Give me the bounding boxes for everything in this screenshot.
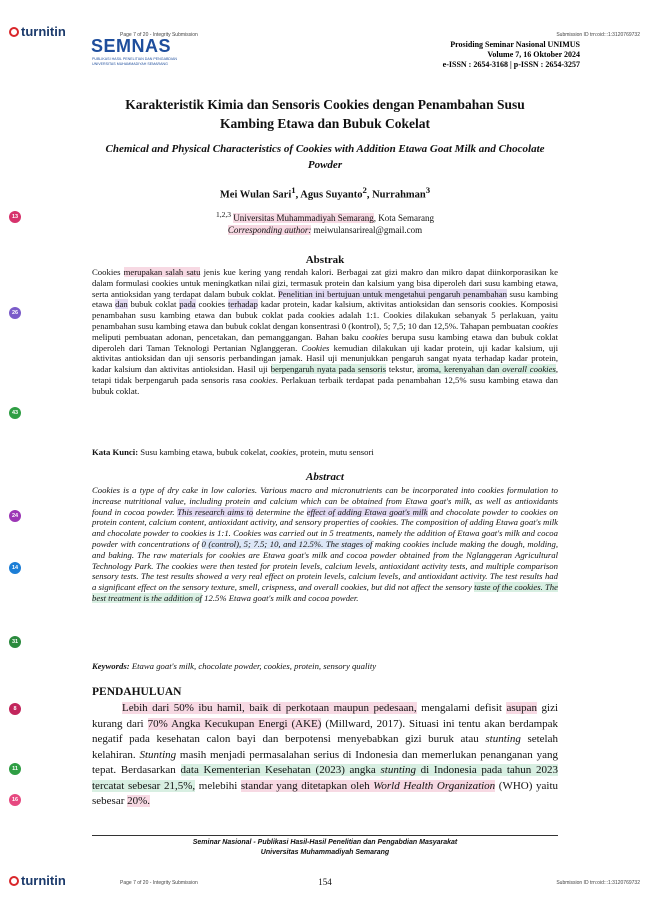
match-marker-14[interactable]: 14 <box>9 562 21 574</box>
email-link[interactable]: meiwulansarireal@gmail.com <box>313 225 423 235</box>
footer-rule <box>92 835 558 836</box>
page-number: 154 <box>318 877 332 887</box>
page-info: Page 7 of 20 - Integrity Submission <box>120 32 198 38</box>
affiliation: $^{1,2,3}$ Universitas Muhammadiyah Semarang, Kota Semarang Corresponding author: meiwulansarireal@gmail.com <box>216 210 434 235</box>
match-marker-8[interactable]: 8 <box>9 703 21 715</box>
turnitin-logo-footer: turnitin <box>9 873 66 888</box>
abstrak-paragraph: Cookies merupakan salah satu jenis kue kering yang rendah kalori. Berbagai zat gizi makro dan mikro dapat diinkorporasikan ke dalam formulasi cookies untuk meningkatkan nilai gizi, termasuk protein dan kalsium yang bisa diperoleh dari susu kambing etawa, serta antioksidan yang terdapat dalam bubuk coklat. Penelitian ini bertujuan untuk mengetahui pengaruh penambahan susu kambing etawa dan bubuk coklat pada cookies terhadap kadar protein, kadar kalsium, aktivitas antioksidan dan sensoris cookies. Komposisi penambahan susu kambing etawa dan bubuk coklat pada cookies adalah 1:1. Cookies dilakukan sebanyak 5 perlakuan, yaitu penambahan susu kambing etawa dan bubuk coklat dengan konsentrasi 0 (kontrol), 5; 7,5; 10 dan 12,5%. Tahapan pembuatan cookies meliputi pembuatan adonan, pencetakan, dan pemanggangan. Bahan baku cookies berupa susu kambing etawa dan bubuk coklat diperoleh dari Taman Teknologi Pertanian Nglanggeran. Cookies kemudian dilakukan uji kadar protein, uji kadar kalsium, uji aktivitas antioksidan dan uji sensoris perbandingan jamak. Hasil uji menunjukkan pengaruh sangat nyata terhadap kadar protein, kadar kalsium dan aktivitas antioksidan. Hasil uji berpengaruh nyata pada sensoris tekstur, aroma, kerenyahan dan overall cookies, tetapi tidak berpengaruh pada sensoris rasa cookies. Perlakuan terbaik terdapat pada penambahan 12,5% susu kambing etawa dan bubuk coklat. <box>92 267 559 396</box>
authors: Mei Wulan Sari$^1$, Agus Suyanto$^2$, Nurrahman$^3$ <box>219 185 431 201</box>
footer-text: Seminar Nasional - Publikasi Hasil-Hasil Penelitian dan Pengabdian Masyarakat Universitas Muhammadiyah Semarang <box>192 839 458 856</box>
paper-title: Karakteristik Kimia dan Sensoris Cookies dengan Penambahan Susu Kambing Etawa dan Bubuk Cokelat <box>125 97 525 131</box>
submission-id: Submission ID trn:oid:::1:3120769732 <box>556 32 640 38</box>
proceeding-title: Prosiding Seminar Nasional UNIMUS <box>450 40 580 49</box>
turnitin-mark-icon <box>9 27 19 37</box>
pendahuluan-paragraph: Lebih dari 50% ibu hamil, baik di perkotaan maupun pedesaan, mengalami defisit asupan gizi kurang dari 70% Angka Kecukupan Energi (AKE) (Millward, 2017). Situasi ini tentu akan berdampak negatif pada kesehatan calon bayi dan berpotensi menyebabkan gizi buruk atau stunting setelah kelahiran. Stunting masih menjadi permasalahan serius di Indonesia dan memerlukan penanganan yang tepat. Berdasarkan data Kementerian Kesehatan (2023) angka stunting di Indonesia pada tahun 2023 tercatat sebesar 21,5%, melebihi standar yang ditetapkan oleh World Health Organization (WHO) yaitu sebesar 20%. <box>92 702 559 807</box>
kata-kunci: Kata Kunci: Susu kambing etawa, bubuk cokelat, cookies, protein, mutu sensori <box>92 447 374 457</box>
semnas-logo-sub: PUBLIKASI HASIL PENELITIAN DAN PENGABDIAN UNIVERSITAS MUHAMMADIYAH SEMARANG <box>92 57 177 66</box>
abstrak-heading: Abstrak <box>305 254 345 266</box>
proceeding-issn: e-ISSN : 2654-3168 | p-ISSN : 2654-3257 <box>442 60 580 69</box>
match-marker-13[interactable]: 13 <box>9 211 21 223</box>
abstract-paragraph: Cookies is a type of dry cake in low calories. Various macro and micronutrients can be incorporated into cookies formulation to increase nutritional value, including protein and calcium which can be obtained from Etawa goat's milk, as well as antioxidants found in cocoa powder. This research aims to determine the effect of adding Etawa goat's milk and chocolate powder to cookies on protein content, calcium content, antioxidant activity, and sensory properties of cookies. The composition of adding Etawa goat's milk and chocolate powder to cookies is 1:1. Cookies was carried out in 5 treatments, namely the addition of Etawa goat's milk and cocoa powder with concentrations of 0 (control), 5; 7.5; 10, and 12.5%. The stages of making cookies include making the dough, molding, and baking. The raw materials for cookies are Etawa goat's milk and cocoa powder obtained from the Nglanggeran Agricultural Technology Park. The cookies were then tested for protein levels, calcium levels, antioxidant activity tests, and multiple comparison sensory tests. The test results showed a very real effect on protein levels, calcium levels, and antioxidant activity. The test results had a significant effect on the sensory texture, smell, crispness, and overall cookies, but did not affect the sensory taste of the cookies. The best treatment is the addition of 12.5% Etawa goat's milk and cocoa powder. <box>92 485 559 603</box>
match-marker-43[interactable]: 43 <box>9 407 21 419</box>
proceeding-info <box>443 40 580 70</box>
proceeding-volume: Volume 7, 16 Oktober 2024 <box>487 50 580 59</box>
university-name: Universitas Muhammadiyah Semarang <box>233 213 374 223</box>
corresponding-label: Corresponding author: <box>227 225 312 235</box>
match-marker-26[interactable]: 26 <box>9 307 21 319</box>
match-marker-11[interactable]: 11 <box>9 763 21 775</box>
match-marker-24[interactable]: 24 <box>9 510 21 522</box>
turnitin-mark-icon <box>9 876 19 886</box>
match-marker-16[interactable]: 16 <box>9 794 21 806</box>
footer-page-info: Page 7 of 20 - Integrity Submission <box>120 880 198 886</box>
pendahuluan-heading: PENDAHULUAN <box>92 686 182 698</box>
match-marker-31[interactable]: 31 <box>9 636 21 648</box>
paper-subtitle: Chemical and Physical Characteristics of Cookies with Addition Etawa Goat Milk and Chocolate Powder <box>105 143 545 171</box>
semnas-logo: SEMNAS <box>91 36 172 56</box>
abstract-heading: Abstract <box>306 471 344 483</box>
footer-submission-id: Submission ID trn:oid:::1:3120769732 <box>556 880 640 886</box>
turnitin-logo: turnitin <box>9 24 66 39</box>
keywords: Keywords: Etawa goat's milk, chocolate powder, cookies, protein, sensory quality <box>92 661 377 671</box>
